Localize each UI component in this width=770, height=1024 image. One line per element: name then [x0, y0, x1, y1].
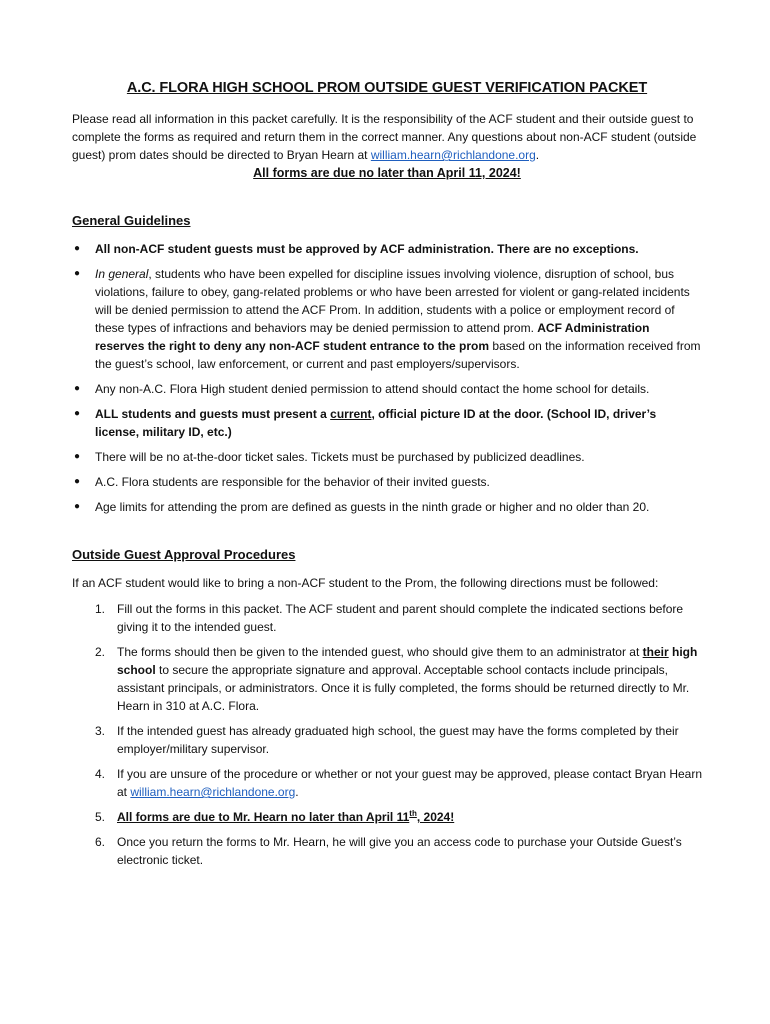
list-item: 2. The forms should then be given to the intended guest, who should give them to an administrator at their high school to secure the appropriate signature and approval. Acceptable school contacts include principals, assistant principals, or administrators. Once it is fully completed, the forms should be returned directly to Mr. Hearn in 310 at A.C. Flora. [95, 645, 698, 713]
list-item: 5. All forms are due to Mr. Hearn no later than April 11th, 2024! [95, 809, 455, 824]
list-item: 3. If the intended guest has already graduated high school, the guest may have the forms completed by their employer/military supervisor. [95, 724, 679, 756]
list-item: ● ALL students and guests must present a current, official picture ID at the door. (School ID, driver’s license, military ID, etc.) [74, 407, 657, 439]
list-item: ● A.C. Flora students are responsible for the behavior of their invited guests. [74, 475, 490, 489]
bullet-icon: ● [74, 268, 81, 279]
bullet-icon: ● [74, 408, 81, 419]
procedures-list [72, 600, 702, 869]
list-item: ● Age limits for attending the prom are defined as guests in the ninth grade or higher and no older than 20. [74, 500, 650, 514]
document-page [72, 70, 702, 876]
due-date-notice: All forms are due no later than April 11, 2024! [253, 166, 521, 180]
list-item: ● There will be no at-the-door ticket sales. Tickets must be purchased by publicized deadlines. [74, 450, 585, 464]
bullet-icon: ● [74, 243, 81, 254]
procedures-intro: If an ACF student would like to bring a non-ACF student to the Prom, the following directions must be followed: [72, 576, 659, 590]
approval-procedures-heading: Outside Guest Approval Procedures [72, 547, 296, 562]
bullet-icon: ● [74, 451, 81, 462]
document-title: A.C. FLORA HIGH SCHOOL PROM OUTSIDE GUEST VERIFICATION PACKET [126, 80, 648, 96]
email-link[interactable]: william.hearn@richlandone.org [130, 785, 296, 799]
list-item: ● In general, students who have been expelled for discipline issues involving violence, disruption of school, bus violations, failure to obey, gang-related problems or who have been arrested for violent or gang-related incidents will be denied permission to attend the ACF Prom. In addition, students with a police or employment record of these types of infractions and behaviors may be denied permission to attend prom. ACF Administration reserves the right to deny any non-ACF student entrance to the prom based on the information received from the guest’s school, law enforcement, or current and past employers/supervisors. [74, 267, 701, 371]
general-guidelines-heading: General Guidelines [72, 213, 191, 228]
intro-paragraph: Please read all information in this packet carefully. It is the responsibility of the ACF student and their outside guest to complete the forms as required and return them in the correct manner. Any questions about non-ACF student (outside guest) prom dates should be directed to Bryan Hearn at william.hearn@richlandone.org. [72, 112, 697, 162]
email-link[interactable]: william.hearn@richlandone.org [370, 148, 536, 162]
list-item: ● All non-ACF student guests must be approved by ACF administration. There are no exceptions. [74, 242, 639, 256]
list-item: 4. If you are unsure of the procedure or whether or not your guest may be approved, please contact Bryan Hearn at william.hearn@richlandone.org. [95, 767, 703, 799]
list-item: ● Any non-A.C. Flora High student denied permission to attend should contact the home school for details. [74, 382, 650, 396]
intro-text: Please read all information in this packet carefully. It is the responsibility of the ACF student and their outside guest to complete the forms as required and return them in the correct manner. Any questions about non-ACF student (outside guest) prom dates should be directed to Bryan Hearn at [72, 112, 697, 162]
list-item: 1. Fill out the forms in this packet. The ACF student and parent should complete the indicated sections before giving it to the intended guest. [95, 602, 684, 634]
guidelines-list [72, 240, 702, 516]
list-item: 6. Once you return the forms to Mr. Hearn, he will give you an access code to purchase your Outside Guest’s electronic ticket. [95, 835, 682, 867]
bullet-icon: ● [74, 383, 81, 394]
bullet-icon: ● [74, 501, 81, 512]
bullet-icon: ● [74, 476, 81, 487]
